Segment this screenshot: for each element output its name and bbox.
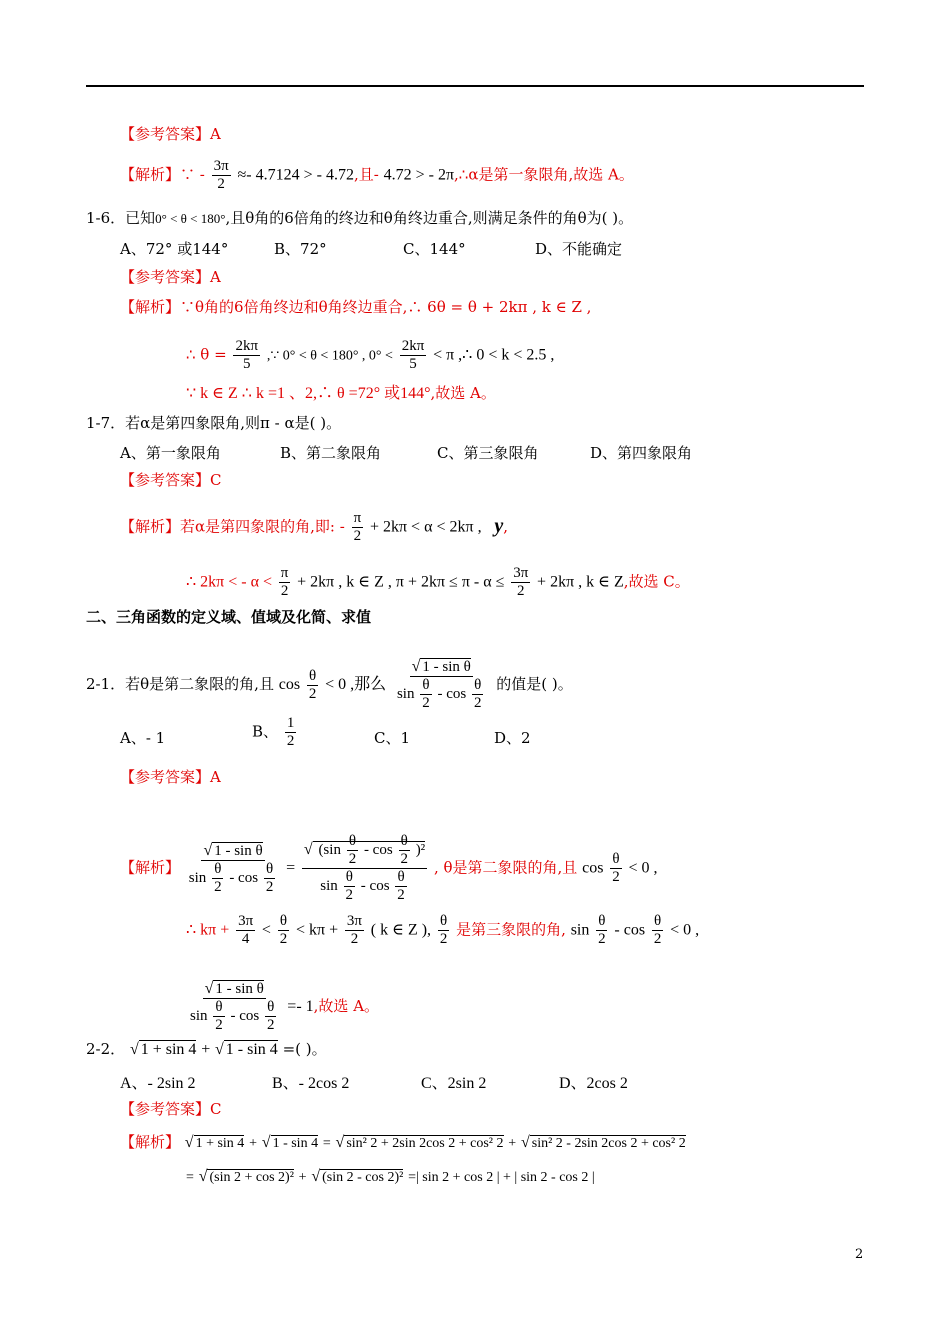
radical-sign: √ [184, 1134, 194, 1151]
because-text: ∵ - [180, 165, 205, 184]
sq-close: )² [415, 841, 426, 858]
analysis-label: 【解析】 [120, 165, 181, 184]
q1-5-answer: 【参考答案】A [120, 125, 221, 143]
conclusion: ,故选 A。 [313, 997, 380, 1015]
frac-num: 1 [286, 715, 295, 731]
lt-zero: < 0 , [670, 921, 700, 939]
fraction-theta-2 [212, 861, 224, 896]
fraction-2kpi-5-b [400, 338, 427, 373]
plus-sign: + [249, 1136, 257, 1151]
root-3 [336, 1136, 504, 1151]
frac-num: θ [309, 667, 317, 684]
frac-den: 2 [217, 176, 225, 192]
comma: , [503, 517, 509, 536]
pi-minus-alpha-range: + 2kπ , k ∈ Z , π + 2kπ ≤ π - α ≤ [297, 573, 505, 591]
section-title: 二、三角函数的定义域、值域及化简、求值 [86, 608, 372, 626]
frac-den: 2 [653, 931, 662, 947]
frac-num: π [280, 565, 289, 581]
frac-den: 2 [215, 1017, 223, 1033]
frac-den: 2 [280, 583, 289, 599]
radical-sign: √ [261, 1134, 271, 1151]
math-approx: ≈- 4.7124 > - 4.72 [237, 166, 354, 184]
frac-den: 5 [243, 356, 251, 372]
fraction-theta-2 [344, 869, 356, 904]
sq-open: (sin [318, 841, 341, 858]
q2-2-option-c: C、2sin 2 [421, 1075, 487, 1092]
condition-text: , θ是第二象限的角,且 [433, 858, 578, 877]
fraction-theta-2 [278, 913, 290, 948]
sin-fn: sin [570, 921, 590, 939]
frac-den: 2 [400, 851, 408, 867]
range-text: ,∵ 0° < θ < 180° , 0° < [266, 348, 393, 364]
q2-1-option-d: D、2 [494, 729, 531, 747]
q1-6-analysis-l2 [186, 338, 554, 373]
analysis-label: 【解析】 [120, 1133, 181, 1151]
text-and: ,且- [353, 165, 379, 184]
root-6 [311, 1170, 403, 1185]
frac-num: θ [440, 913, 448, 929]
frac-num: θ [654, 913, 662, 929]
k-range: < π ,∴ 0 < k < 2.5 , [433, 346, 555, 364]
analysis-label: 【解析】 [120, 298, 181, 316]
radicand: 1 - sin 4 [272, 1136, 319, 1151]
frac-den: 2 [267, 1017, 275, 1033]
q2-2-option-a: A、- 2sin 2 [120, 1075, 196, 1092]
frac-num: 2kπ [401, 338, 425, 354]
frac-num: 3π [238, 913, 254, 929]
plus-sign: + [508, 1136, 517, 1151]
option-label: B、 [252, 722, 279, 741]
fraction-theta-2 [472, 677, 484, 712]
fraction-theta-2 [610, 851, 622, 886]
header-rule [86, 85, 864, 87]
cos-fn: - cos [614, 921, 646, 939]
frac-den: 2 [353, 528, 362, 544]
frac-num [201, 842, 264, 861]
frac-num [203, 980, 266, 999]
frac-den: 5 [409, 356, 417, 372]
stem-text: ,且θ角的6倍角的终边和θ角终边重合,则满足条件的角θ为( )。 [225, 209, 634, 227]
stem-math: 0° < θ < 180° [155, 211, 226, 226]
q1-6-option-c: C、144° [403, 240, 466, 258]
frac-den: 2 [598, 931, 606, 947]
alpha-range: + 2kπ < α < 2kπ , [369, 518, 482, 536]
q1-7-option-c: C、第三象限角 [437, 444, 539, 462]
sin-fn: sin [396, 685, 415, 702]
frac-den: 4 [241, 931, 250, 947]
frac-den: 2 [345, 887, 354, 903]
frac-num: θ [612, 851, 620, 867]
radical-sign: √ [411, 658, 421, 675]
q1-6-option-d: D、不能确定 [535, 240, 623, 258]
fraction-3pi-4 [236, 913, 255, 948]
root-4 [521, 1136, 686, 1151]
radical-sign: √ [335, 1134, 345, 1151]
frac-den: 2 [473, 695, 482, 711]
radicand: 1 - sin 4 [225, 1041, 278, 1058]
stem-cond: < 0 ,那么 [325, 676, 387, 693]
frac-den [188, 999, 281, 1034]
root-2 [262, 1136, 318, 1151]
q2-1-answer: 【参考答案】A [120, 768, 221, 786]
q2-1-analysis-l3 [186, 980, 379, 1034]
frac-den: 2 [439, 931, 448, 947]
frac-num: θ [279, 913, 288, 929]
fraction-pi-2-b [279, 565, 291, 600]
k-in-z: ( k ∈ Z ), [370, 921, 432, 939]
analysis-text: 若α是第四象限的角,即: - [180, 517, 345, 536]
q1-6-option-a: A、72° 或144° [120, 240, 229, 258]
radicand: 1 + sin 4 [195, 1136, 245, 1151]
quadrant-text: 是第三象限的角, [456, 920, 566, 939]
fraction-theta-2 [398, 833, 410, 868]
frac-num [410, 658, 473, 677]
q2-2-option-d: D、2cos 2 [559, 1075, 628, 1092]
frac-den: 2 [397, 887, 405, 903]
math-compare: 4.72 > - 2π [383, 166, 455, 184]
cos-fn: - cos [229, 869, 259, 886]
stem-prefix: 1-6．已知 [86, 209, 156, 227]
plus-sign: + [298, 1170, 307, 1185]
fraction-theta-2 [596, 913, 608, 948]
frac-den: 2 [516, 583, 525, 599]
cond-lt-zero: < 0 , [628, 859, 658, 877]
q2-1-option-a: A、- 1 [120, 729, 166, 747]
radical-sign: √ [198, 1168, 208, 1185]
frac-num: θ [400, 833, 408, 849]
q2-2-analysis-l2 [186, 1166, 595, 1188]
sq-mid: - cos [363, 841, 393, 858]
q1-6-analysis-l3 [186, 383, 496, 404]
radical-sign: √ [129, 1041, 139, 1058]
sin-fn: sin [190, 1007, 208, 1024]
radicand: 1 - sin θ [214, 842, 263, 859]
frac-num: θ [345, 869, 353, 885]
therefore-theta: ∴ θ = [186, 345, 227, 364]
conclusion: ,故选 C。 [623, 572, 690, 591]
radicand: 1 - sin θ [215, 981, 264, 997]
root-1 [130, 1040, 196, 1058]
radicand: (sin 2 + cos 2)² [209, 1170, 294, 1185]
fraction-theta-2 [264, 861, 276, 896]
equals-sign: = [186, 1170, 194, 1185]
radicand: 1 + sin 4 [140, 1041, 197, 1058]
therefore-text: ∴ kπ + [186, 921, 230, 939]
abs-sum: =| sin 2 + cos 2 | + | sin 2 - cos 2 | [408, 1170, 595, 1185]
frac-den: 2 [348, 851, 357, 867]
conclusion: ,故选 A。 [430, 384, 496, 402]
radical-sign: √ [204, 980, 214, 997]
q2-2-analysis-l1 [120, 1132, 686, 1154]
fraction-theta-2 [213, 999, 225, 1034]
upper-bound: < kπ + [296, 921, 339, 939]
fraction-main [187, 842, 280, 896]
k-values: ∵ k ∈ Z ∴ k =1 、2,∴ θ =72° 或144° [186, 385, 431, 402]
conclusion: ,∴α是第一象限角,故选 A。 [454, 165, 634, 184]
fraction-2kpi-5 [233, 338, 260, 373]
analysis-label: 【解析】 [120, 517, 181, 536]
q1-6-analysis-l1 [120, 297, 591, 317]
cos-fn: cos [582, 859, 604, 877]
q2-1-option-b [252, 715, 298, 750]
frac-num: θ [474, 677, 482, 693]
sin-fn: sin [188, 869, 207, 886]
q1-7-stem: 1-7．若α是第四象限角,则π - α是( )。 [86, 414, 342, 432]
q1-7-analysis-l2 [186, 565, 690, 600]
frac-num: π [353, 510, 362, 526]
cos-fn: - cos [230, 1007, 260, 1024]
frac-den: 2 [350, 931, 359, 947]
result: =- 1 [287, 998, 314, 1015]
q2-2-option-b: B、- 2cos 2 [272, 1075, 350, 1092]
q1-7-answer: 【参考答案】C [120, 471, 222, 489]
fraction-theta-2 [395, 869, 407, 904]
frac-num: θ [397, 869, 405, 885]
q1-7-analysis-l1 [120, 510, 508, 545]
frac-num: θ [214, 860, 222, 877]
stem-text: 2-1．若θ是第二象限的角,且 [86, 675, 274, 693]
fraction-3pi-2 [345, 913, 364, 948]
q1-5-analysis [120, 158, 634, 193]
radicand [313, 833, 426, 867]
radical-sign: √ [520, 1134, 530, 1151]
fraction-main [395, 658, 488, 712]
radical-sign: √ [203, 841, 213, 859]
fraction-squared [302, 833, 427, 904]
q1-7-option-a: A、第一象限角 [120, 444, 221, 462]
frac-num: 2kπ [235, 338, 259, 354]
q1-6-answer: 【参考答案】A [120, 268, 221, 286]
stem-question: 的值是( )。 [496, 675, 573, 693]
equals-sign: = [286, 859, 296, 877]
root-5 [199, 1170, 294, 1185]
frac-num: θ [422, 677, 430, 693]
frac-den: 2 [422, 695, 430, 711]
fraction-main [188, 980, 281, 1034]
symbol-y: y [494, 514, 504, 537]
page-number: 2 [855, 1247, 864, 1262]
frac-den [395, 677, 488, 712]
q2-2-stem [86, 1039, 327, 1060]
radicand: 1 - sin θ [422, 659, 471, 675]
frac-den: 2 [308, 685, 317, 702]
frac-den: 2 [612, 869, 620, 885]
q2-2-answer: 【参考答案】C [120, 1100, 222, 1118]
frac-den [187, 861, 280, 896]
fraction-theta-2 [347, 833, 359, 868]
cos-fn: - cos [360, 877, 390, 894]
radicand: sin² 2 + 2sin 2cos 2 + cos² 2 [346, 1136, 504, 1151]
frac-num: θ [215, 999, 223, 1015]
fraction-theta-2 [438, 913, 450, 948]
plus-sign: + [201, 1041, 211, 1058]
frac-num: θ [348, 833, 357, 849]
q2-1-analysis-l1 [120, 833, 658, 904]
frac-den: 2 [279, 931, 288, 947]
q1-7-option-d: D、第四象限角 [590, 444, 693, 462]
frac-den [318, 869, 411, 904]
q1-6-stem [86, 208, 633, 229]
sin-fn: sin [320, 877, 338, 894]
frac-num: 3π [513, 565, 529, 581]
fraction-theta-2 [652, 913, 664, 948]
cos-fn: cos [278, 676, 301, 693]
analysis-text: ∵θ角的6倍角终边和θ角终边重合,∴ 6θ = θ + 2kπ , k ∈ Z , [180, 298, 592, 316]
fraction-theta-2 [307, 668, 319, 703]
analysis-label: 【解析】 [120, 858, 181, 877]
q2-1-stem [86, 658, 573, 712]
radicand: sin² 2 - 2sin 2cos 2 + cos² 2 [531, 1136, 686, 1151]
frac-num: θ [598, 913, 606, 929]
equals-sign: = [322, 1136, 331, 1151]
frac-num: 3π [213, 158, 229, 174]
fraction-3pi-2 [511, 565, 530, 600]
fraction-3pi-2 [212, 158, 231, 193]
frac-den: 2 [214, 878, 222, 895]
radicand: (sin 2 - cos 2)² [322, 1170, 404, 1185]
root-1 [185, 1136, 245, 1151]
q1-7-option-b: B、第二象限角 [280, 444, 382, 462]
cos-fn: - cos [437, 685, 467, 702]
stem-question: =( )。 [282, 1040, 327, 1058]
fraction-pi-2 [352, 510, 364, 545]
fraction-theta-2 [420, 677, 432, 712]
radical-sign: √ [215, 1041, 224, 1058]
radical-sign: √ [303, 840, 313, 858]
q2-1-option-c: C、1 [374, 729, 411, 747]
frac-num: 3π [346, 913, 362, 929]
frac-den: 2 [265, 878, 274, 895]
frac-den: 2 [286, 733, 295, 749]
frac-num: θ [265, 860, 274, 877]
fraction-1-2 [285, 715, 297, 750]
range-end: + 2kπ , k ∈ Z [537, 573, 624, 591]
frac-num [302, 833, 427, 869]
stem-prefix: 2-2． [86, 1040, 126, 1058]
radical-sign: √ [311, 1168, 321, 1185]
fraction-theta-2 [265, 999, 277, 1034]
q2-1-analysis-l2: ∴ kπ + $\frac{3\pi}{4}$ < $\frac{\theta}{2}$ < kπ + $\frac{3\pi}{2}$ ( k ∈ Z ), $\frac{\theta}{2}$ 是第三象限的角, sin $\frac{\theta}{2}$ - cos $\frac{\theta}{2}$ < 0 , [186, 913, 700, 947]
frac-num: θ [267, 999, 275, 1015]
root-2 [215, 1040, 278, 1058]
q1-6-option-b: B、72° [274, 240, 327, 258]
therefore-text: ∴ 2kπ < - α < [186, 573, 273, 591]
